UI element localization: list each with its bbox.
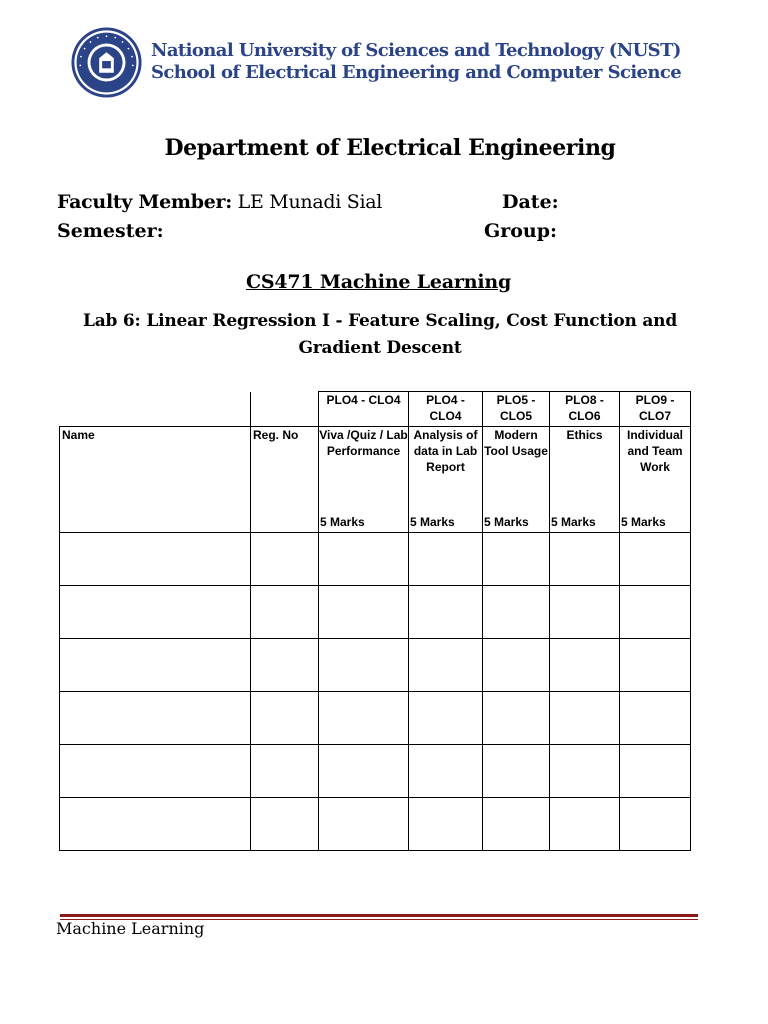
school-name: School of Electrical Engineering and Computer Science xyxy=(151,62,682,83)
name-cell[interactable] xyxy=(60,586,251,639)
name-cell[interactable] xyxy=(60,798,251,851)
table-row xyxy=(60,533,691,586)
marks-table xyxy=(59,391,691,851)
blank-cell xyxy=(60,392,251,427)
university-name: National University of Sciences and Technology (NUST) xyxy=(151,40,681,61)
marks-cell[interactable] xyxy=(620,745,691,798)
criterion-marks: 5 Marks xyxy=(621,515,666,529)
nust-logo xyxy=(70,26,143,99)
marks-cell[interactable] xyxy=(550,745,620,798)
plo-row xyxy=(60,392,691,427)
date-label: Date: xyxy=(502,191,559,213)
criterion-cell xyxy=(550,427,620,533)
marks-cell[interactable] xyxy=(319,745,409,798)
faculty-member xyxy=(57,191,382,213)
student-rows xyxy=(60,533,691,851)
marks-cell[interactable] xyxy=(550,692,620,745)
marks-cell[interactable] xyxy=(409,586,483,639)
marks-cell[interactable] xyxy=(483,798,550,851)
criterion-marks: 5 Marks xyxy=(484,515,529,529)
table-row xyxy=(60,586,691,639)
lab-title: Lab 6: Linear Regression I - Feature Scaling, Cost Function and Gradient Descent xyxy=(82,311,678,358)
criterion-cell xyxy=(620,427,691,533)
marks-cell[interactable] xyxy=(483,586,550,639)
blank-cell xyxy=(251,392,319,427)
faculty-label: Faculty Member: xyxy=(57,191,232,213)
reg-no-cell[interactable] xyxy=(251,692,319,745)
marks-cell[interactable] xyxy=(550,586,620,639)
marks-cell[interactable] xyxy=(483,639,550,692)
marks-cell[interactable] xyxy=(319,692,409,745)
criterion-label: Modern Tool Usage xyxy=(484,428,548,458)
name-header: Name xyxy=(60,427,251,533)
marks-cell[interactable] xyxy=(620,586,691,639)
name-cell[interactable] xyxy=(60,639,251,692)
marks-cell[interactable] xyxy=(409,639,483,692)
group-label: Group: xyxy=(484,220,558,242)
criteria-row xyxy=(60,427,691,533)
marks-cell[interactable] xyxy=(550,798,620,851)
marks-cell[interactable] xyxy=(483,745,550,798)
course-title: CS471 Machine Learning xyxy=(245,271,512,293)
marks-cell[interactable] xyxy=(319,533,409,586)
name-cell[interactable] xyxy=(60,533,251,586)
faculty-value: LE Munadi Sial xyxy=(237,191,383,213)
criterion-label: Analysis of data in Lab Report xyxy=(413,428,478,474)
plo-cell: PLO4 - CLO4 xyxy=(409,392,483,427)
reg-no-cell[interactable] xyxy=(251,533,319,586)
reg-no-cell[interactable] xyxy=(251,798,319,851)
reg-no-header: Reg. No xyxy=(251,427,319,533)
table-row xyxy=(60,798,691,851)
marks-cell[interactable] xyxy=(483,533,550,586)
name-cell[interactable] xyxy=(60,692,251,745)
marks-cell[interactable] xyxy=(550,639,620,692)
criterion-label: Viva /Quiz / Lab Performance xyxy=(319,428,408,458)
name-cell[interactable] xyxy=(60,745,251,798)
marks-cell[interactable] xyxy=(319,798,409,851)
marks-cell[interactable] xyxy=(620,533,691,586)
reg-no-cell[interactable] xyxy=(251,745,319,798)
marks-cell[interactable] xyxy=(483,692,550,745)
marks-cell[interactable] xyxy=(319,639,409,692)
reg-no-cell[interactable] xyxy=(251,639,319,692)
footer-text: Machine Learning xyxy=(56,919,205,938)
criterion-label: Individual and Team Work xyxy=(626,428,683,474)
marks-cell[interactable] xyxy=(409,745,483,798)
marks-cell[interactable] xyxy=(620,692,691,745)
reg-no-cell[interactable] xyxy=(251,586,319,639)
plo-cell: PLO5 - CLO5 xyxy=(483,392,550,427)
marks-cell[interactable] xyxy=(409,692,483,745)
criterion-marks: 5 Marks xyxy=(410,515,455,529)
plo-cell: PLO9 - CLO7 xyxy=(620,392,691,427)
marks-cell[interactable] xyxy=(409,798,483,851)
criterion-label: Ethics xyxy=(566,428,603,442)
criterion-marks: 5 Marks xyxy=(551,515,596,529)
criterion-cell xyxy=(319,427,409,533)
marks-cell[interactable] xyxy=(620,798,691,851)
table-row xyxy=(60,639,691,692)
plo-cell: PLO8 - CLO6 xyxy=(550,392,620,427)
criterion-marks: 5 Marks xyxy=(320,515,365,529)
footer-rule xyxy=(60,914,698,917)
marks-cell[interactable] xyxy=(319,586,409,639)
marks-cell[interactable] xyxy=(620,639,691,692)
table-row xyxy=(60,745,691,798)
table-row xyxy=(60,692,691,745)
criterion-cell xyxy=(409,427,483,533)
semester-label: Semester: xyxy=(57,220,164,242)
marks-cell[interactable] xyxy=(409,533,483,586)
criterion-cell xyxy=(483,427,550,533)
plo-cell: PLO4 - CLO4 xyxy=(319,392,409,427)
marks-cell[interactable] xyxy=(550,533,620,586)
department-title: Department of Electrical Engineering xyxy=(164,135,616,161)
